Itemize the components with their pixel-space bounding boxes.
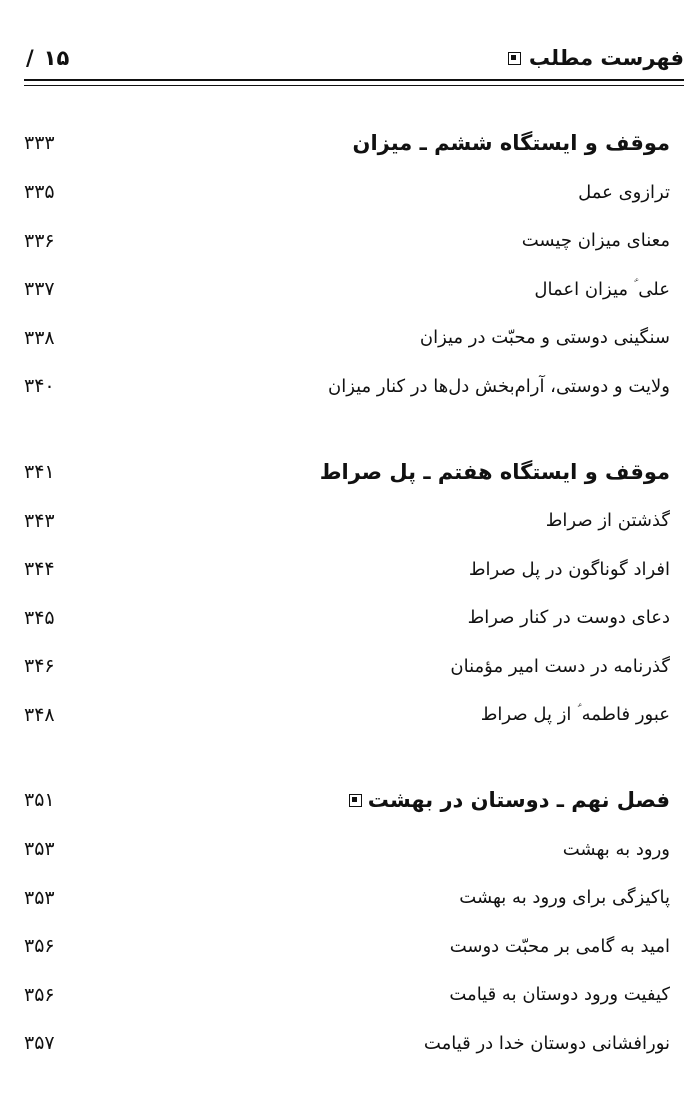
toc-entry-title: ولایت و دوستی، آرام‌بخش دل‌ها در کنار میزان xyxy=(327,375,670,397)
running-title xyxy=(508,46,684,70)
toc-entry-title: معنای میزان چیست xyxy=(521,230,670,252)
toc-section xyxy=(24,118,670,411)
toc-page-number: ۳۳۳ xyxy=(24,132,55,154)
toc-page-number: ۳۴۶ xyxy=(24,655,55,678)
toc-row xyxy=(24,1019,670,1068)
toc-entry-title: گذشتن از صراط xyxy=(545,510,670,532)
toc-heading-row xyxy=(24,118,670,168)
toc-entry-title: پاکیزگی برای ورود به بهشت xyxy=(459,887,670,909)
toc-section xyxy=(24,447,670,740)
header-page-number xyxy=(26,46,69,70)
toc-heading-title xyxy=(349,788,670,812)
toc-page-number: ۳۵۶ xyxy=(24,935,55,958)
header-rule-thin xyxy=(24,85,684,86)
toc-entry-title: گذرنامه در دست امیر مؤمنان xyxy=(450,655,670,677)
toc-entry-title: نورافشانی دوستان خدا در قیامت xyxy=(423,1032,670,1054)
toc-row xyxy=(24,497,670,546)
toc-row xyxy=(24,642,670,691)
toc-entry-title: افراد گوناگون در پل صراط xyxy=(468,558,670,580)
toc-page-number: ۳۵۷ xyxy=(24,1032,55,1055)
toc-page-number: ۳۳۸ xyxy=(24,326,55,349)
toc-page-number: ۳۴۸ xyxy=(24,703,55,726)
toc-page-number: ۳۳۶ xyxy=(24,229,55,252)
page-header xyxy=(26,40,684,76)
toc-row xyxy=(24,314,670,363)
toc-row xyxy=(24,545,670,594)
toc-entry-title: دعای دوست در کنار صراط xyxy=(467,607,670,629)
toc-row xyxy=(24,594,670,643)
header-rule-thick xyxy=(24,79,684,81)
toc-page-number: ۳۳۵ xyxy=(24,181,55,204)
toc-heading-row xyxy=(24,775,670,825)
toc-entry-title: ترازوی عمل xyxy=(578,181,670,203)
page-separator: / xyxy=(26,46,34,70)
toc-entry-title: علی ؑ میزان اعمال xyxy=(534,278,670,300)
toc-page-number: ۳۳۷ xyxy=(24,278,55,301)
running-title-text: فهرست مطلب xyxy=(528,46,684,70)
toc-entry-title: ورود به بهشت xyxy=(562,838,670,860)
toc-page-number: ۳۴۰ xyxy=(24,375,55,398)
toc-entry-title: عبور فاطمه ؑ از پل صراط xyxy=(480,704,670,726)
page-number: ۱۵ xyxy=(43,46,70,70)
toc-page-number: ۳۵۶ xyxy=(24,983,55,1006)
toc-row xyxy=(24,362,670,411)
square-bullet-icon xyxy=(349,794,362,807)
toc-page-number: ۳۵۳ xyxy=(24,886,55,909)
toc-page-number: ۳۴۵ xyxy=(24,606,55,629)
toc-row xyxy=(24,691,670,740)
toc-row xyxy=(24,922,670,971)
square-bullet-icon xyxy=(508,52,521,65)
toc-entry-title: امید به گامی بر محبّت دوست xyxy=(449,935,670,957)
toc-entry-title: کیفیت ورود دوستان به قیامت xyxy=(449,984,670,1006)
table-of-contents xyxy=(24,118,670,1104)
toc-row xyxy=(24,265,670,314)
toc-section xyxy=(24,775,670,1068)
toc-row xyxy=(24,168,670,217)
toc-entry-title: سنگینی دوستی و محبّت در میزان xyxy=(419,327,670,349)
toc-page-number: ۳۵۱ xyxy=(24,789,55,811)
toc-page-number: ۳۴۱ xyxy=(24,460,55,483)
toc-row xyxy=(24,217,670,266)
chapter-title: فصل نهم ـ دوستان در بهشت xyxy=(367,788,670,812)
toc-row xyxy=(24,825,670,874)
toc-page-number: ۳۴۳ xyxy=(24,509,55,532)
toc-row xyxy=(24,971,670,1020)
toc-row xyxy=(24,874,670,923)
toc-page-number: ۳۴۴ xyxy=(24,558,55,581)
toc-heading-row xyxy=(24,447,670,497)
toc-heading-title: موقف و ایستگاه هفتم ـ پل صراط xyxy=(319,459,670,484)
toc-heading-title: موقف و ایستگاه ششم ـ میزان xyxy=(352,131,670,155)
toc-page-number: ۳۵۳ xyxy=(24,838,55,861)
